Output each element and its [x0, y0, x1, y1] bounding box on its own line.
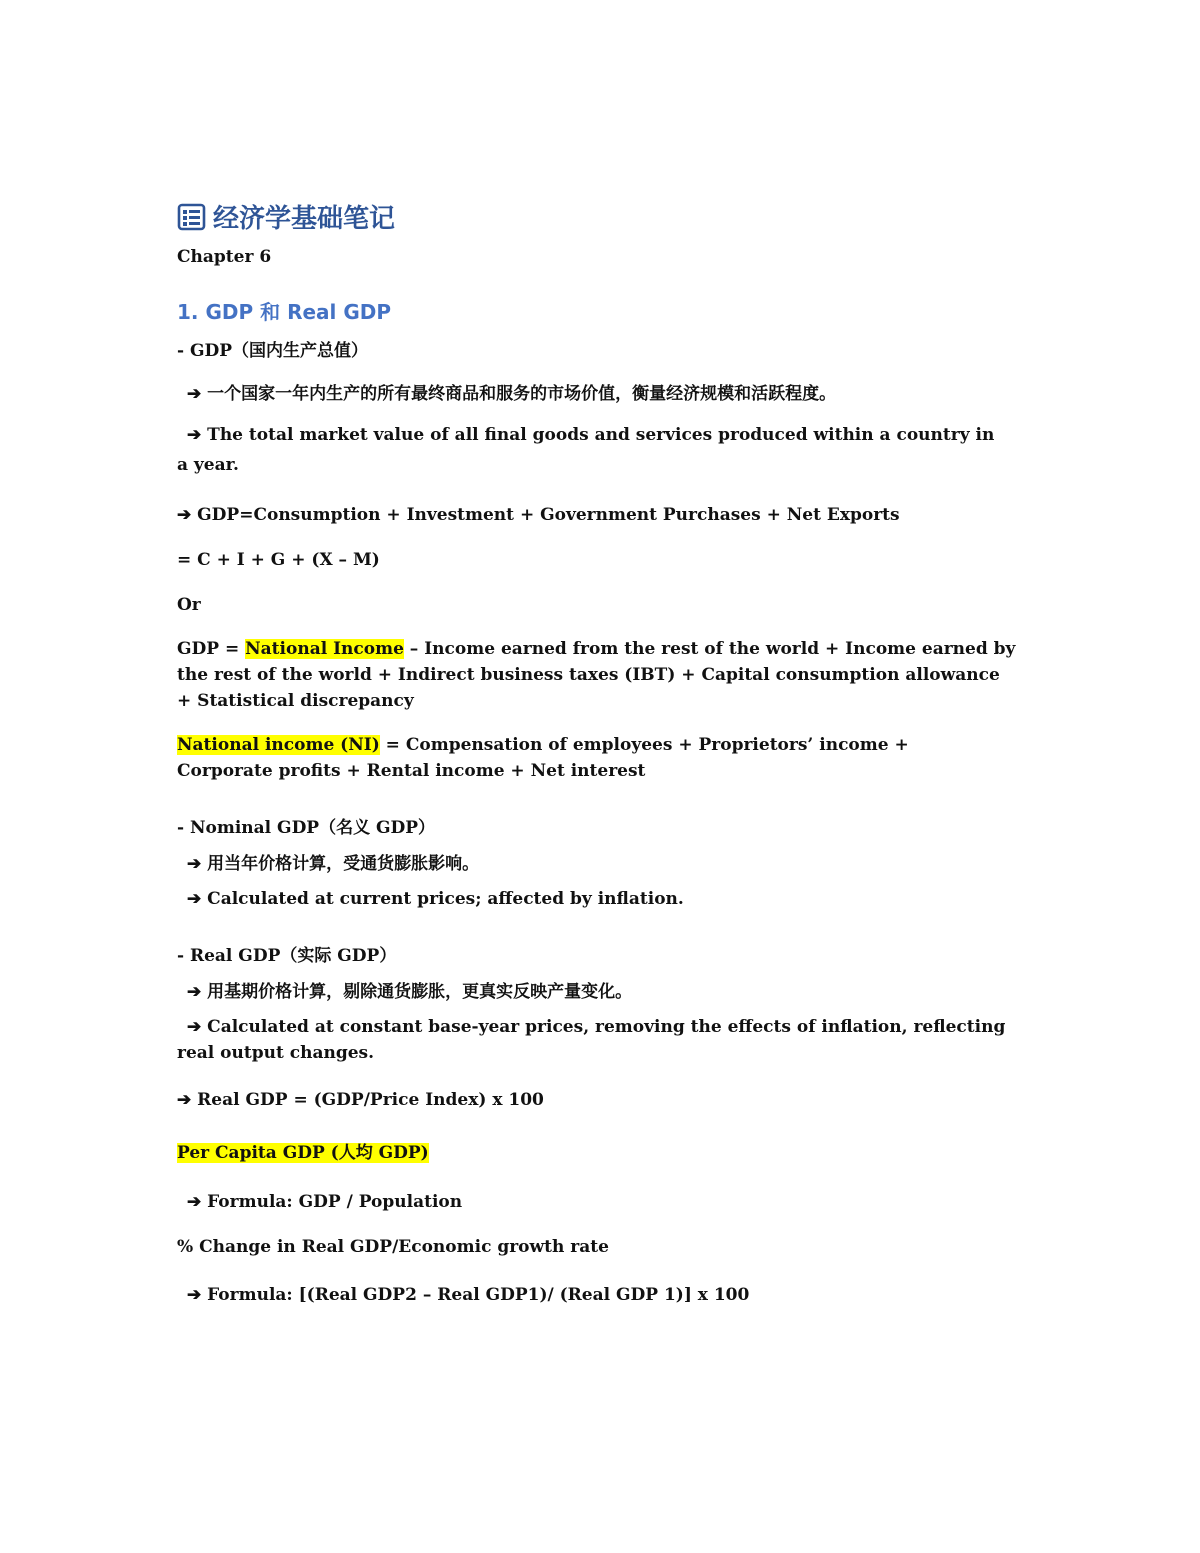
- growth-rate-heading: % Change in Real GDP/Economic growth rate: [177, 1237, 609, 1257]
- nominal-gdp-en: ➔ Calculated at current prices; affected by inflation.: [187, 889, 684, 909]
- chapter-label: Chapter 6: [177, 247, 272, 267]
- nominal-gdp-label: - Nominal GDP（名义 GDP）: [177, 818, 436, 838]
- gdp-ni-rest: – Income earned from the rest of the world + Income earned by the rest of the world + Indirect business taxes (IBT) + Capital consumption allowance + Statistical discrepancy: [177, 639, 1016, 711]
- gdp-cn-definition: ➔ 一个国家一年内生产的所有最终商品和服务的市场价值，衡量经济规模和活跃程度。: [187, 384, 837, 404]
- or-text: Or: [177, 595, 201, 615]
- real-gdp-label: - Real GDP（实际 GDP）: [177, 946, 397, 966]
- national-income-highlight: National Income: [245, 639, 404, 659]
- ni-rest: = Compensation of employees + Proprietors’ income + Corporate profits + Rental income + Net interest: [177, 735, 909, 781]
- page-title: [177, 198, 395, 235]
- gdp-en-definition: ➔ The total market value of all final goods and services produced within a country in a year.: [177, 425, 995, 475]
- national-income-definition: [177, 732, 977, 784]
- title-text: 经济学基础笔记: [213, 204, 396, 234]
- gdp-national-income-formula: [177, 636, 1017, 714]
- gdp-formula-short: = C + I + G + (X – M): [177, 550, 380, 570]
- ni-highlight: National income (NI): [177, 735, 380, 755]
- gdp-ni-prefix: GDP =: [177, 639, 246, 659]
- section-heading: 1. GDP 和 Real GDP: [177, 300, 392, 324]
- growth-rate-formula: ➔ Formula: [(Real GDP2 – Real GDP1)/ (Real GDP 1)] x 100: [187, 1285, 750, 1305]
- gdp-formula: ➔ GDP=Consumption + Investment + Government Purchases + Net Exports: [177, 505, 900, 525]
- gdp-label: - GDP（国内生产总值）: [177, 341, 369, 361]
- per-capita-heading: [177, 1140, 1017, 1166]
- per-capita-highlight: Per Capita GDP (人均 GDP): [177, 1143, 429, 1163]
- real-gdp-en: ➔ Calculated at constant base-year prices, removing the effects of inflation, reflecting real output changes.: [177, 1017, 1006, 1063]
- per-capita-formula: ➔ Formula: GDP / Population: [187, 1192, 463, 1212]
- real-gdp-cn: ➔ 用基期价格计算，剔除通货膨胀，更真实反映产量变化。: [187, 982, 633, 1002]
- nominal-gdp-cn: ➔ 用当年价格计算，受通货膨胀影响。: [187, 854, 480, 874]
- real-gdp-formula: ➔ Real GDP = (GDP/Price Index) x 100: [177, 1090, 544, 1110]
- notes-icon: [177, 202, 207, 232]
